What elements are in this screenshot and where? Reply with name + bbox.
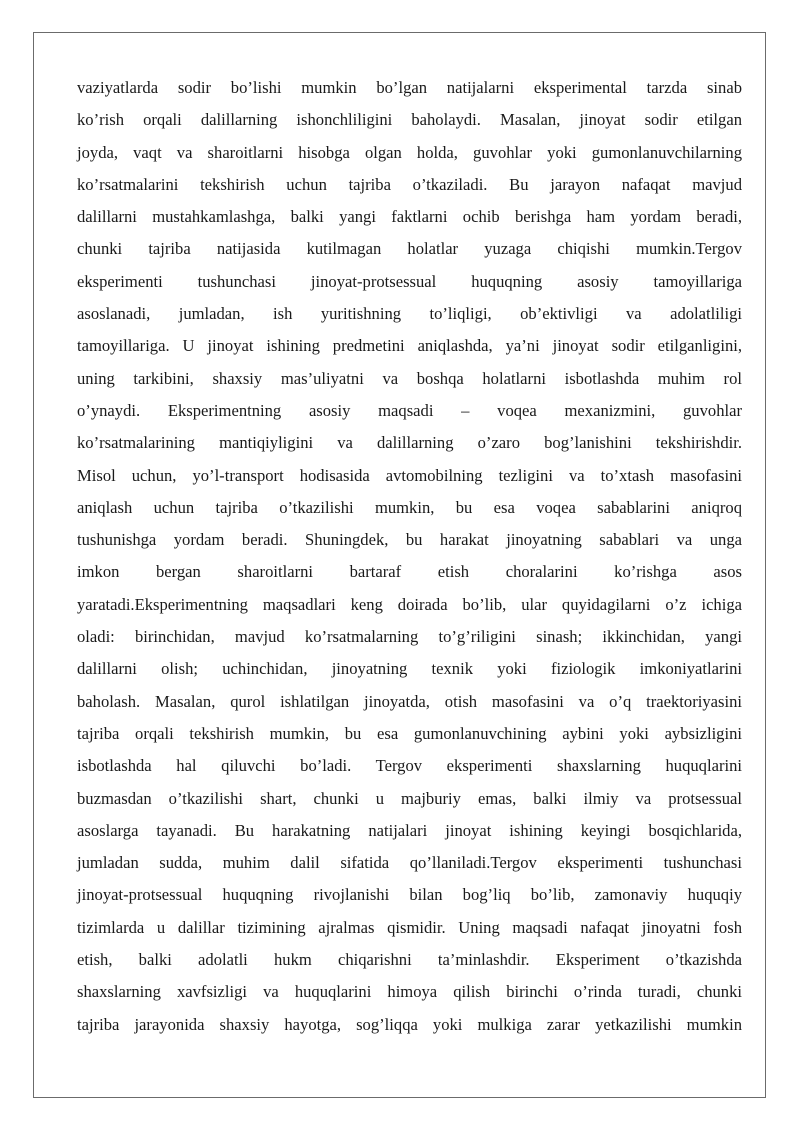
text-line: Misol uchun, yo’l-transport hodisasida avtomobilning tezligini va to’xtash masofasini bbox=[77, 465, 742, 485]
text-line: vaziyatlarda sodir bo’lishi mumkin bo’lgan natijalarni eksperimental tarzda sinab bbox=[77, 78, 742, 97]
text-line: uning tarkibini, shaxsiy mas’uliyatni va boshqa holatlarni isbotlashda muhim rol bbox=[77, 368, 742, 388]
text-line: eksperimenti tushunchasi jinoyat-protsessual huquqning asosiy tamoyillariga bbox=[77, 271, 742, 291]
text-line: o’ynaydi. Eksperimentning asosiy maqsadi – voqea mexanizmini, guvohlar bbox=[77, 400, 742, 420]
text-line: tizimlarda u dalillar tizimining ajralmas qismidir. Uning maqsadi nafaqat jinoyatni fosh bbox=[77, 917, 742, 937]
text-line: shaxslarning xavfsizligi va huquqlarini himoya qilish birinchi o’rinda turadi, chunki bbox=[77, 982, 742, 1002]
text-line: jumladan sudda, muhim dalil sifatida qo’llaniladi.Tergov eksperimenti tushunchasi bbox=[77, 853, 742, 873]
text-line: asoslanadi, jumladan, ish yuritishning to’liqligi, ob’ektivligi va adolatliligi bbox=[77, 304, 742, 324]
text-line: ko’rsatmalarining mantiqiyligini va dalillarning o’zaro bog’lanishini tekshirishdir. bbox=[77, 433, 742, 453]
text-line: ko’rsatmalarini tekshirish uchun tajriba o’tkaziladi. Bu jarayon nafaqat mavjud bbox=[77, 174, 742, 194]
text-line: tajriba orqali tekshirish mumkin, bu esa gumonlanuvchining aybini yoki aybsizligini bbox=[77, 723, 742, 743]
text-line: asoslarga tayanadi. Bu harakatning natijalari jinoyat ishining keyingi bosqichlarida, bbox=[77, 820, 742, 840]
text-line: buzmasdan o’tkazilishi shart, chunki u majburiy emas, balki ilmiy va protsessual bbox=[77, 788, 742, 808]
text-line: etish, balki adolatli hukm chiqarishni ta’minlashdir. Eksperiment o’tkazishda bbox=[77, 950, 742, 970]
text-line: yaratadi.Eksperimentning maqsadlari keng doirada bo’lib, ular quyidagilarni o’z ichiga bbox=[77, 594, 742, 614]
text-line: imkon bergan sharoitlarni bartaraf etish choralarini ko’rishga asos bbox=[77, 562, 742, 582]
text-line: tajriba jarayonida shaxsiy hayotga, sog’liqqa yoki mulkiga zarar yetkazilishi mumkin bbox=[77, 1014, 742, 1034]
text-line: ko’rish orqali dalillarning ishonchliligini baholaydi. Masalan, jinoyat sodir etilgan bbox=[77, 110, 742, 130]
text-line: joyda, vaqt va sharoitlarni hisobga olgan holda, guvohlar yoki gumonlanuvchilarning bbox=[77, 142, 742, 162]
text-line: dalillarni olish; uchinchidan, jinoyatning texnik yoki fiziologik imkoniyatlarini bbox=[77, 659, 742, 679]
text-line: oladi: birinchidan, mavjud ko’rsatmalarning to’g’riligini sinash; ikkinchidan, yangi bbox=[77, 627, 742, 647]
text-line: isbotlashda hal qiluvchi bo’ladi. Tergov eksperimenti shaxslarning huquqlarini bbox=[77, 756, 742, 776]
text-line: dalillarni mustahkamlashga, balki yangi faktlarni ochib berishga ham yordam beradi, bbox=[77, 207, 742, 227]
text-line: baholash. Masalan, qurol ishlatilgan jinoyatda, otish masofasini va o’q traektoriyasini bbox=[77, 691, 742, 711]
text-line: jinoyat-protsessual huquqning rivojlanishi bilan bog’liq bo’lib, zamonaviy huquqiy bbox=[77, 885, 742, 905]
body-text bbox=[77, 72, 742, 1041]
text-line: aniqlash uchun tajriba o’tkazilishi mumkin, bu esa voqea sabablarini aniqroq bbox=[77, 497, 742, 517]
text-line: chunki tajriba natijasida kutilmagan holatlar yuzaga chiqishi mumkin.Tergov bbox=[77, 239, 742, 259]
text-line: tushunishga yordam beradi. Shuningdek, bu harakat jinoyatning sabablari va unga bbox=[77, 530, 742, 550]
text-line: tamoyillariga. U jinoyat ishining predmetini aniqlashda, ya’ni jinoyat sodir etilganligini, bbox=[77, 336, 742, 356]
